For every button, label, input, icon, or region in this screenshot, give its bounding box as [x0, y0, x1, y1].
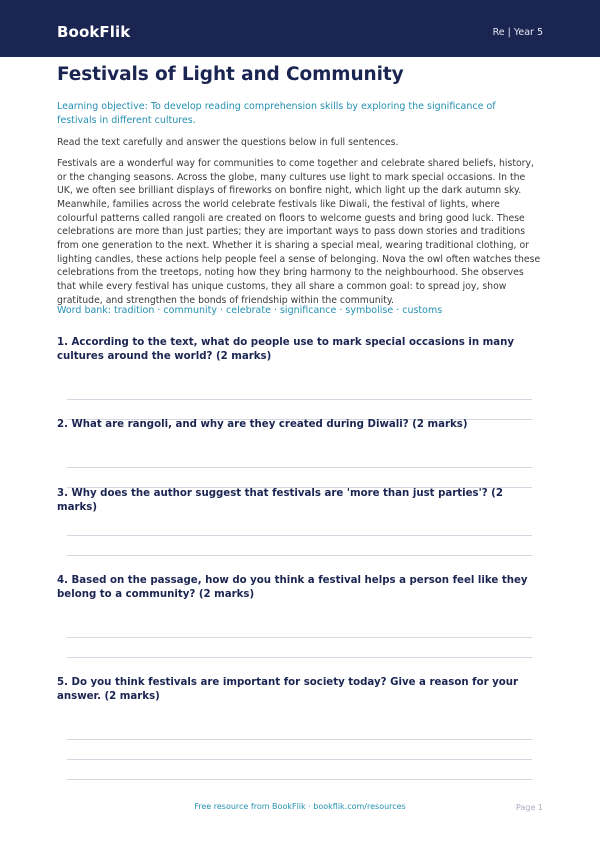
answer-line[interactable]	[67, 657, 532, 658]
question-2: 2. What are rangoli, and why are they created during Diwali? (2 marks)	[57, 419, 468, 430]
question-1: 1. According to the text, what do people use to mark special occasions in many cultures around the world? (2 marks)	[57, 337, 515, 362]
brand-logo-text: BookFlik	[57, 23, 131, 41]
question-5: 5. Do you think festivals are important for society today? Give a reason for your answer. (2 marks)	[57, 677, 519, 702]
answer-line[interactable]	[67, 779, 532, 780]
answer-line[interactable]	[67, 637, 532, 638]
footer-link[interactable]: Free resource from BookFlik · bookflik.com/resources	[194, 802, 406, 811]
page-header	[0, 0, 600, 57]
worksheet-title: Festivals of Light and Community	[57, 64, 404, 85]
page-number: Page 1	[516, 803, 543, 812]
question-3: 3. Why does the author suggest that festivals are 'more than just parties'? (2 marks)	[57, 488, 503, 513]
learning-objective: Learning objective: To develop reading comprehension skills by exploring the significance of festivals in different cultures.	[57, 101, 496, 126]
answer-line[interactable]	[67, 399, 532, 400]
answer-line[interactable]	[67, 759, 532, 760]
answer-line[interactable]	[67, 555, 532, 556]
word-bank: Word bank: tradition · community · celebrate · significance · symbolise · customs	[57, 305, 443, 316]
answer-line[interactable]	[67, 467, 532, 468]
answer-line[interactable]	[67, 739, 532, 740]
instruction-text: Read the text carefully and answer the questions below in full sentences.	[57, 137, 399, 148]
subject-year-label: Re | Year 5	[492, 27, 543, 38]
reading-passage: Festivals are a wonderful way for communities to come together and celebrate shared beliefs, history, or the changing seasons. Across the globe, many cultures use light to mark special occasions. In the UK, we often see brilliant displays of fireworks on bonfire night, which light up the dark autumn sky. Meanwhile, families across the world celebrate festivals like Diwali, the festival of lights, where colourful patterns called rangoli are created on floors to welcome guests and bring good luck. These celebrations are more than just parties; they are important ways to pass down stories and traditions from one generation to the next. Whether it is sharing a special meal, wearing traditional clothing, or lighting candles, these actions help people feel a sense of belonging. Nova the owl often watches these celebrations from the treetops, noting how they bring harmony to the neighbourhood. She observes that while every festival has unique customs, they all share a common goal: to spread joy, show gratitude, and strengthen the bonds of friendship within the community.	[57, 158, 541, 306]
question-4: 4. Based on the passage, how do you think a festival helps a person feel like they belong to a community? (2 marks)	[57, 575, 528, 600]
answer-line[interactable]	[67, 535, 532, 536]
